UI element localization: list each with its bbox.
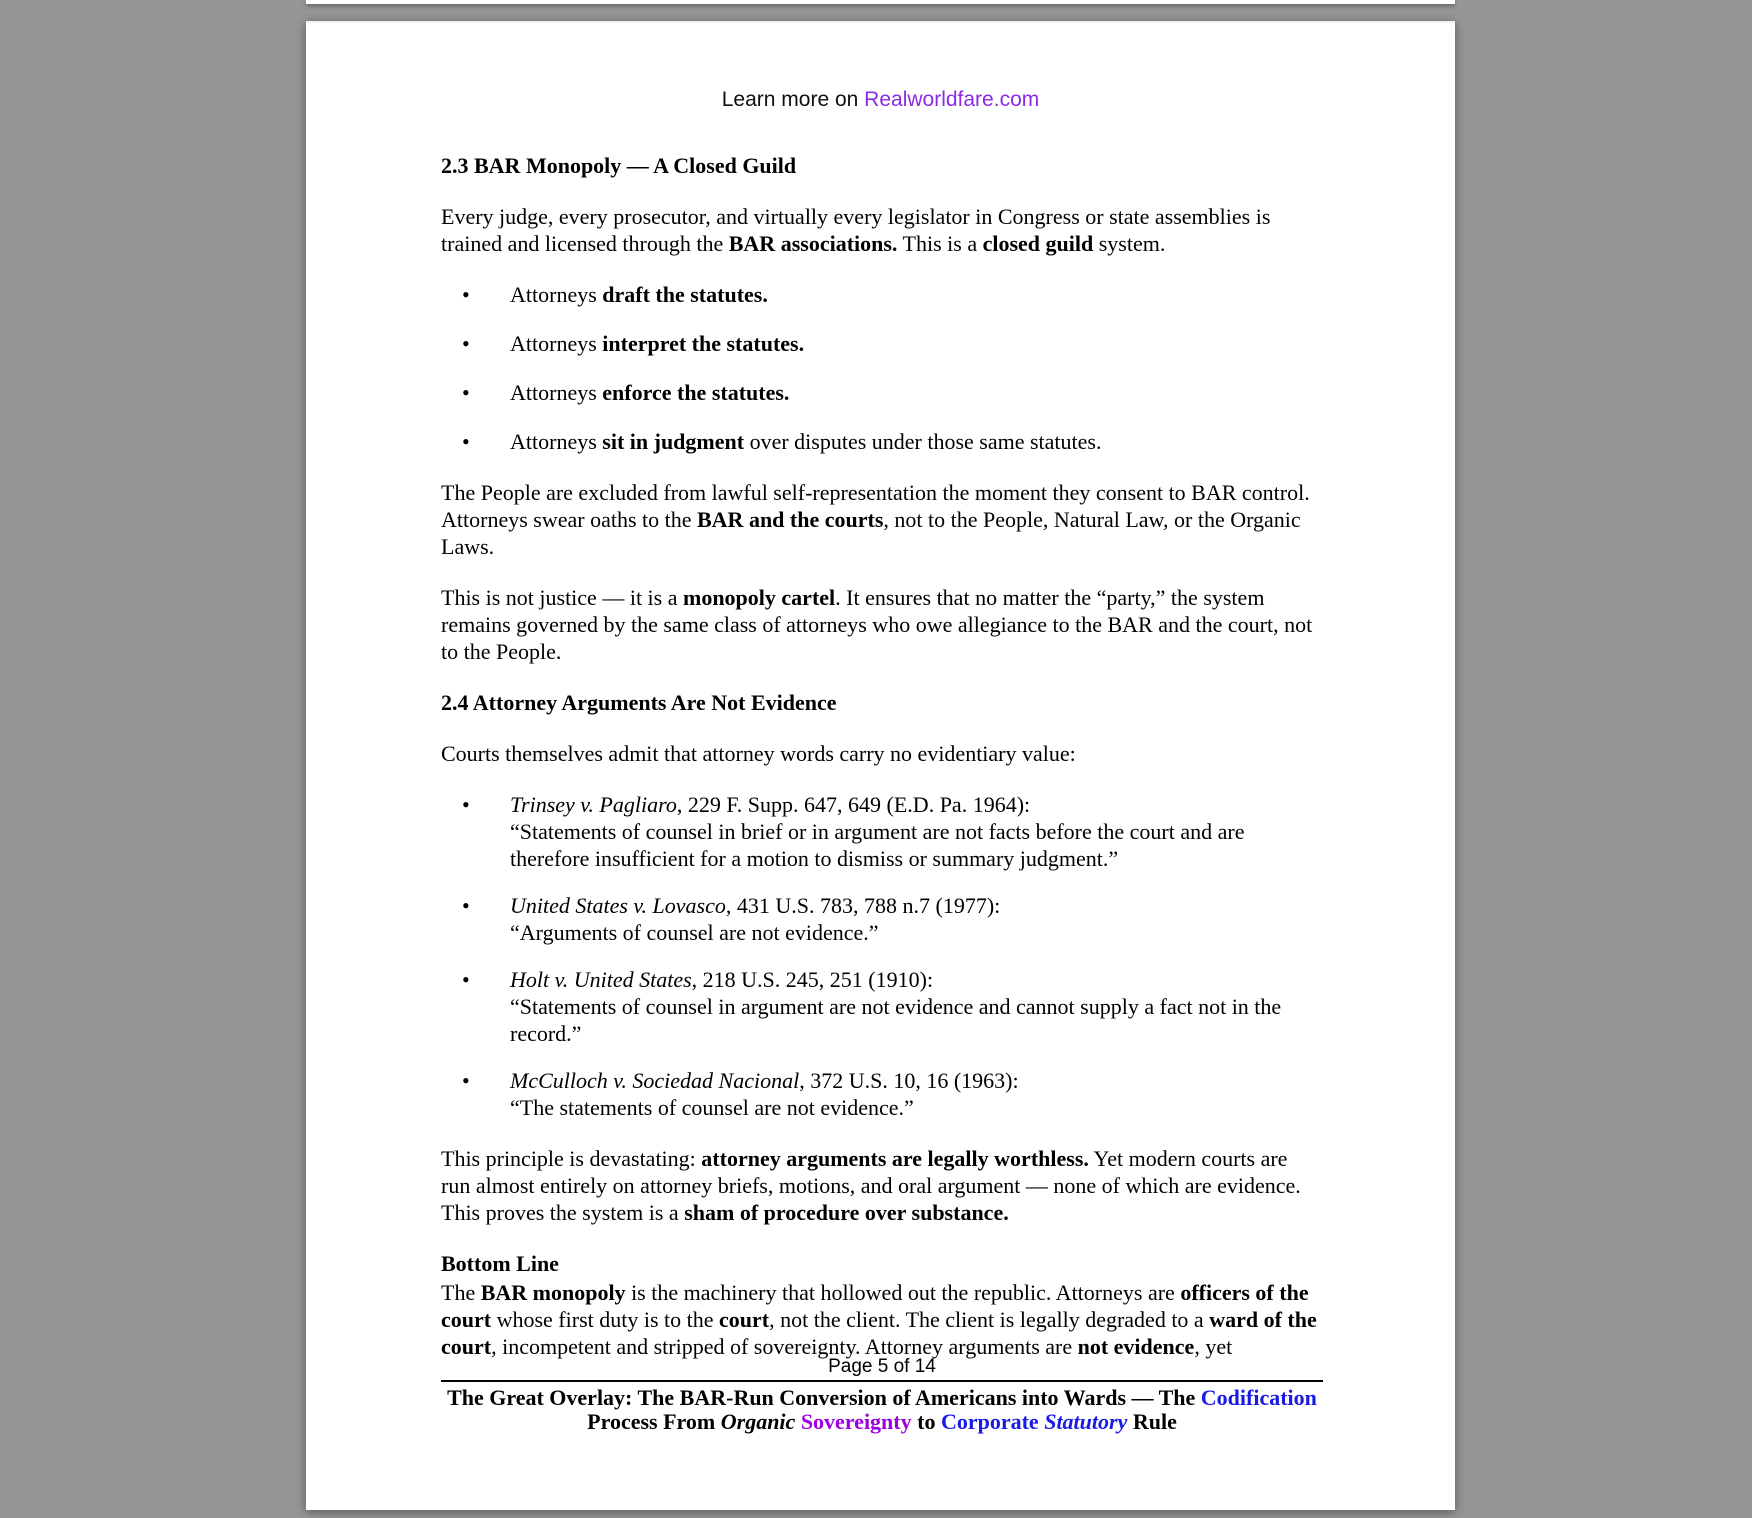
paragraph [441,1279,1321,1360]
text-segment: sham of procedure over substance. [684,1200,1009,1225]
text-segment: , 431 U.S. 783, 788 n.7 (1977): [725,893,1001,918]
case-citation-list [441,791,1321,1121]
text-segment: attorney arguments are legally worthless. [701,1146,1089,1171]
paragraph [441,479,1321,560]
text-segment: closed guild [982,231,1094,256]
text-segment: Codification [1200,1385,1317,1410]
text-segment: “Arguments of counsel are not evidence.” [510,920,879,945]
footer-title-line-1 [441,1386,1323,1410]
footer-divider [441,1380,1323,1382]
text-segment: “The statements of counsel are not evidence.” [510,1095,914,1120]
text-segment: United States v. Lovasco [510,893,726,918]
text-segment: , 218 U.S. 245, 251 (1910): [691,967,934,992]
text-segment: Courts themselves admit that attorney words carry no evidentiary value: [441,741,1076,766]
text-segment: ward of the court [441,1307,1317,1359]
case-citation-item [441,892,1321,946]
text-segment: over disputes under those same statutes. [744,429,1102,454]
text-segment: 2.4 Attorney Arguments Are Not Evidence [441,690,837,715]
case-citation-item [441,791,1321,872]
text-segment: “Statements of counsel in brief or in argument are not facts before the court and are therefore insufficient for a motion to dismiss or summary judgment.” [510,819,1245,871]
text-segment: Statutory [1044,1409,1128,1434]
header-prefix-text: Learn more on [721,88,865,111]
case-citation-item [441,966,1321,1047]
text-segment: , not the client. The client is legally degraded to a [769,1307,1210,1332]
text-segment: court [719,1307,770,1332]
text-segment: interpret the statutes. [602,331,805,356]
text-segment: whose first duty is to the [491,1307,720,1332]
page-header-link-line [306,88,1455,112]
text-segment: BAR monopoly [480,1280,626,1305]
text-segment: , not to the People, Natural Law, or the Organic Laws. [441,507,1301,559]
bullet-item [441,428,1321,455]
bullet-list [441,281,1321,455]
text-segment: Trinsey v. Pagliaro [510,792,677,817]
text-segment: 2.3 BAR Monopoly — A Closed Guild [441,153,797,178]
paragraph [441,203,1321,257]
previous-page-bottom-edge [306,0,1455,4]
text-segment: , 372 U.S. 10, 16 (1963): [799,1068,1019,1093]
footer-title-line-2 [441,1410,1323,1434]
text-segment: officers of the court [441,1280,1309,1332]
text-segment: Sovereignty [800,1409,912,1434]
text-segment: draft the statutes. [602,282,768,307]
text-segment: This principle is devastating: [441,1146,702,1171]
text-segment: Holt v. United States [510,967,692,992]
text-segment: The [441,1280,481,1305]
text-segment: The People are excluded from lawful self-representation the moment they consent to BAR control. Attorneys swear oaths to the [441,480,1310,532]
text-segment: monopoly cartel [683,585,836,610]
text-segment: , 229 F. Supp. 647, 649 (E.D. Pa. 1964): [676,792,1031,817]
text-segment: Attorneys [510,282,603,307]
text-segment: McCulloch v. Sociedad Nacional [510,1068,800,1093]
text-segment: Bottom Line [441,1251,559,1276]
section-heading [441,152,1321,179]
paragraph [441,1145,1321,1226]
text-segment: BAR and the courts [697,507,884,532]
case-citation-item [441,1067,1321,1121]
text-segment: “Statements of counsel in argument are not evidence and cannot supply a fact not in the record.” [510,994,1282,1046]
text-segment: The Great Overlay: The BAR-Run Conversion of Americans into Wards — The [447,1385,1201,1410]
text-segment: Process From [587,1409,721,1434]
text-segment: Every judge, every prosecutor, and virtually every legislator in Congress or state assemblies is trained and licensed through the [441,204,1271,256]
text-segment: enforce the statutes. [602,380,790,405]
text-segment: Yet modern courts are run almost entirely on attorney briefs, motions, and oral argument — none of which are evidence. This proves the system is a [441,1146,1301,1225]
text-segment: Attorneys [510,380,603,405]
text-segment: not evidence [1077,1334,1195,1359]
document-page [306,21,1455,1510]
text-segment: is the machinery that hollowed out the republic. Attorneys are [625,1280,1181,1305]
text-segment: , yet [1194,1334,1233,1359]
document-body [441,152,1321,1360]
text-segment: Corporate [940,1409,1039,1434]
realworldfare-link[interactable]: Realworldfare.com [864,88,1040,111]
text-segment: BAR associations. [728,231,898,256]
section-heading [441,689,1321,716]
text-segment: Organic [720,1409,796,1434]
bullet-item [441,281,1321,308]
text-segment: Attorneys [510,331,603,356]
text-segment: sit in judgment [602,429,745,454]
text-segment: Attorneys [510,429,603,454]
text-segment: , incompetent and stripped of sovereignty. Attorney arguments are [491,1334,1078,1359]
paragraph [441,584,1321,665]
text-segment: This is a [897,231,983,256]
text-segment: Rule [1127,1409,1177,1434]
page-number: Page 5 of 14 [828,1356,936,1377]
page-footer [441,1356,1323,1434]
section-heading [441,1250,1321,1277]
text-segment: to [911,1409,941,1434]
paragraph [441,740,1321,767]
bullet-item [441,330,1321,357]
text-segment: . It ensures that no matter the “party,” the system remains governed by the same class of attorneys who owe allegiance to the BAR and the court, not to the People. [441,585,1313,664]
text-segment: system. [1093,231,1166,256]
text-segment: This is not justice — it is a [441,585,683,610]
bullet-item [441,379,1321,406]
